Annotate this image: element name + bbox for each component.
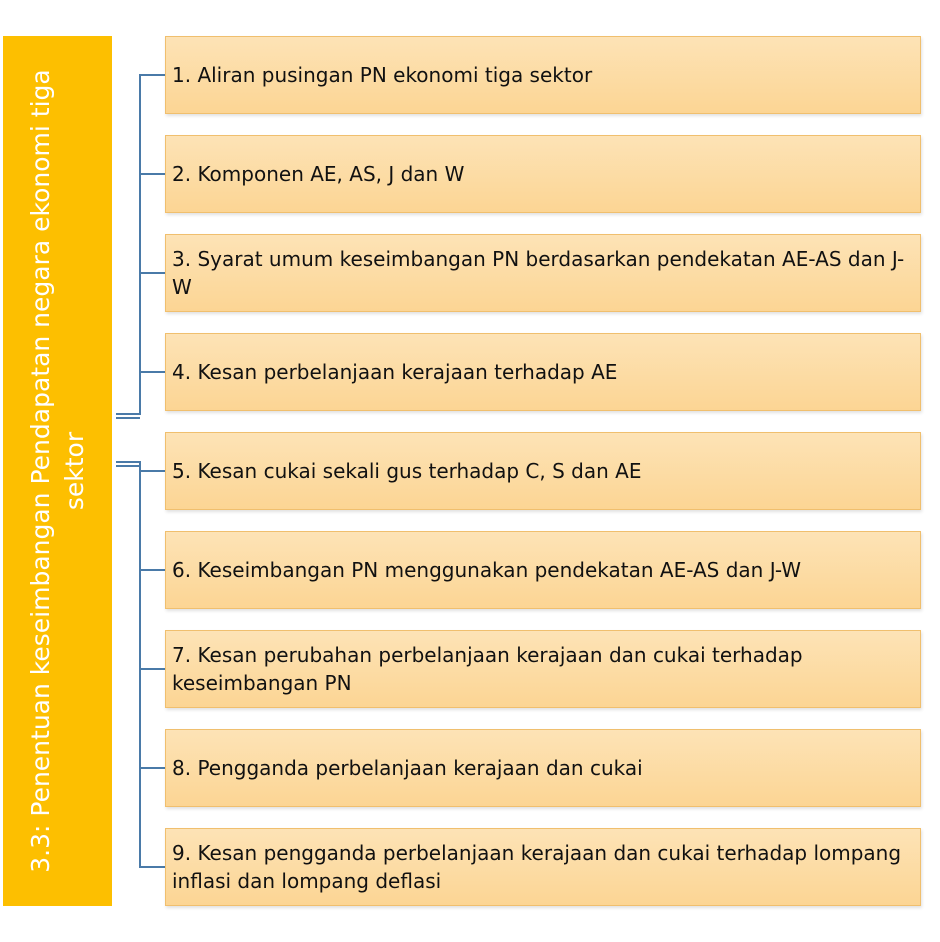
topic-item-label: 1. Aliran pusingan PN ekonomi tiga sektor (172, 63, 593, 87)
topic-item-label: 9. Kesan pengganda perbelanjaan kerajaan dan cukai terhadap lompang inflasi dan lompang deflasi (172, 841, 902, 893)
lower-bracket (116, 462, 165, 867)
topic-item-label: 8. Pengganda perbelanjaan kerajaan dan cukai (172, 756, 643, 780)
topic-item-1 (165, 36, 921, 114)
topic-item-label: 4. Kesan perbelanjaan kerajaan terhadap AE (172, 360, 618, 384)
topic-item-label: 5. Kesan cukai sekali gus terhadap C, S dan AE (172, 459, 642, 483)
topic-item-2 (165, 135, 921, 213)
topic-title-bar (3, 36, 112, 906)
topic-item-9 (165, 828, 921, 906)
topic-item-8 (165, 729, 921, 807)
topic-item-4 (165, 333, 921, 411)
topic-item-label: 3. Syarat umum keseimbangan PN berdasarkan pendekatan AE-AS dan J-W (172, 247, 905, 299)
topic-item-label: 2. Komponen AE, AS, J dan W (172, 162, 465, 186)
topic-item-label: 7. Kesan perubahan perbelanjaan kerajaan dan cukai terhadap keseimbangan PN (172, 643, 803, 695)
topic-title: 3.3: Penentuan keseimbangan Pendapatan negara ekonomi tiga sektor (25, 69, 89, 873)
topic-item-5 (165, 432, 921, 510)
topic-item-3 (165, 234, 921, 312)
topic-item-7 (165, 630, 921, 708)
topic-item-6 (165, 531, 921, 609)
upper-bracket (116, 75, 165, 414)
topic-item-label: 6. Keseimbangan PN menggunakan pendekatan AE-AS dan J-W (172, 558, 802, 582)
